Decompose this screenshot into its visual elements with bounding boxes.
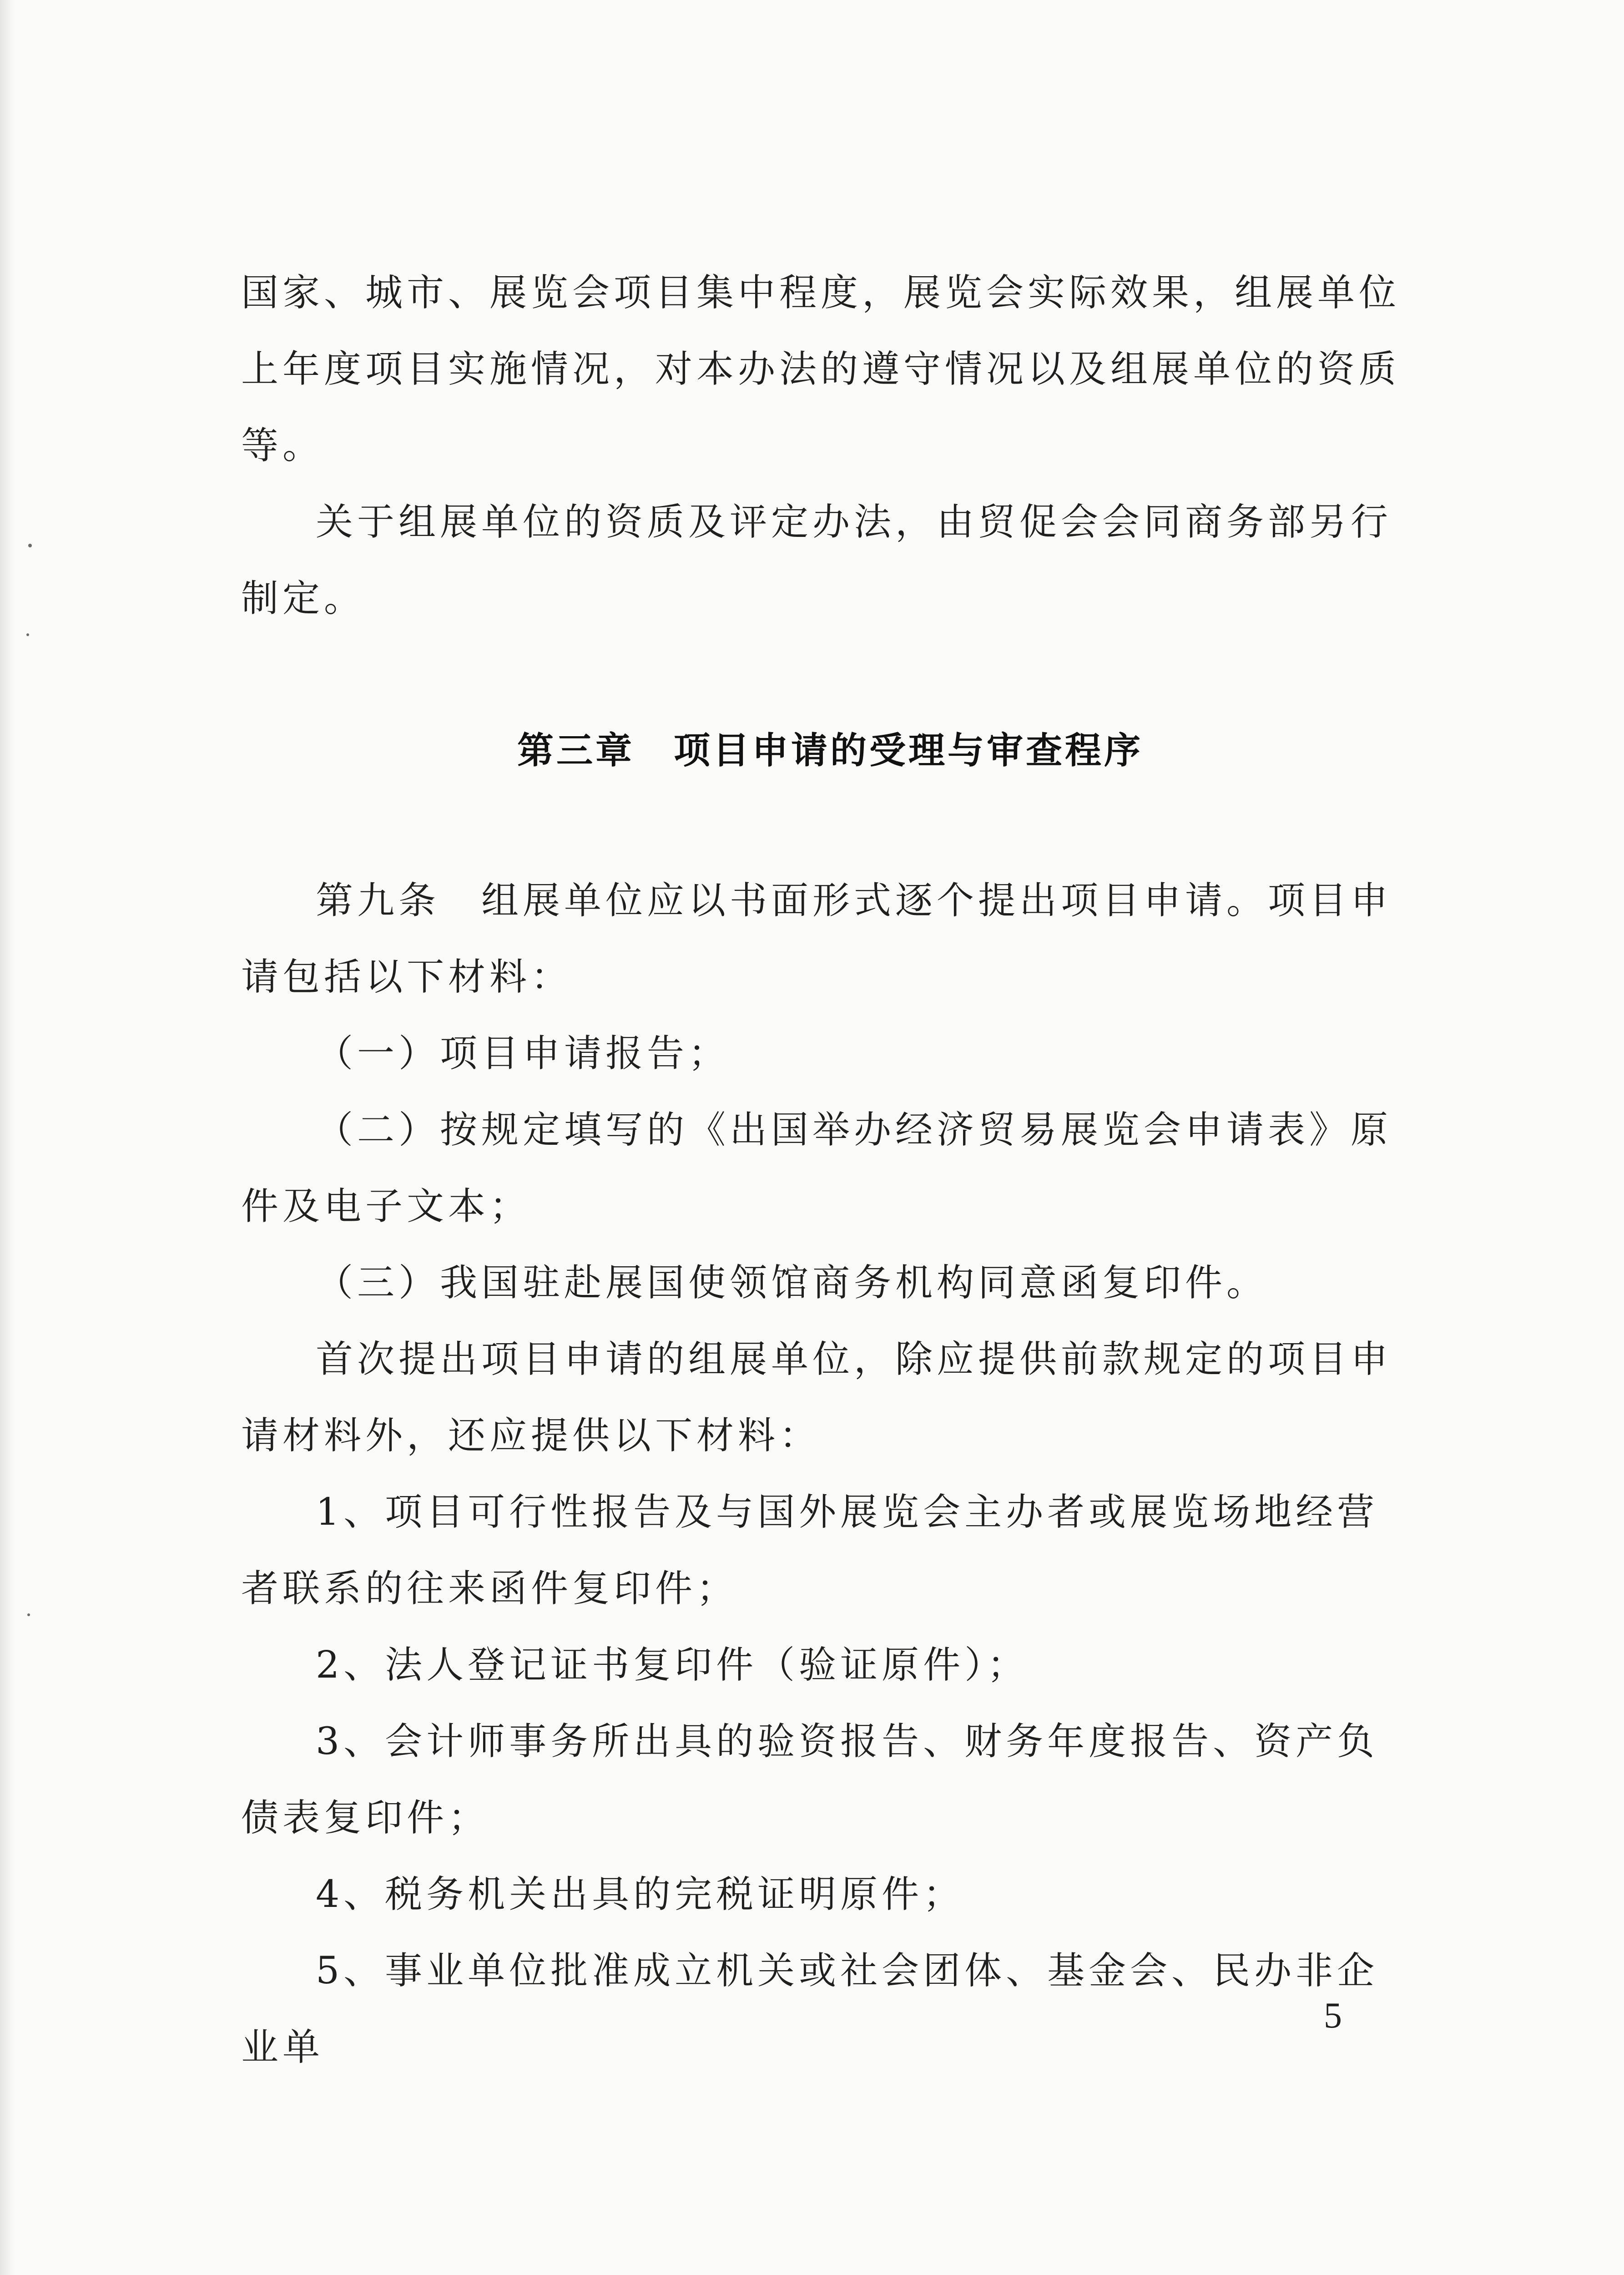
scan-edge-shadow [0, 0, 15, 2275]
list-item: （三）我国驻赴展国使领馆商务机构同意函复印件。 [316, 1261, 1268, 1304]
list-item: 5、事业单位批准成立机关或社会团体、基金会、民办非企业单 [241, 1949, 1379, 2069]
paragraph: 国家、城市、展览会项目集中程度，展览会实际效果，组展单位上年度项目实施情况，对本办法的遵守情况以及组展单位的资质等。 [241, 271, 1401, 467]
list-item: （二）按规定填写的《出国举办经济贸易展览会申请表》原件及电子文本； [241, 1108, 1392, 1228]
scan-speck [27, 1613, 30, 1616]
list-item: 2、法人登记证书复印件（验证原件）； [316, 1643, 1029, 1687]
paragraph: 关于组展单位的资质及评定办法，由贸促会会同商务部另行制定。 [241, 500, 1392, 620]
page-number: 5 [1324, 1996, 1342, 2036]
paragraph: 第九条 组展单位应以书面形式逐个提出项目申请。项目申请包括以下材料： [241, 879, 1392, 999]
paragraph: 首次提出项目申请的组展单位，除应提供前款规定的项目申请材料外，还应提供以下材料： [241, 1338, 1392, 1457]
list-item: 4、税务机关出具的完税证明原件； [316, 1873, 965, 1916]
list-item: 1、项目可行性报告及与国外展览会主办者或展览场地经营者联系的往来函件复印件； [241, 1491, 1379, 1610]
scan-speck [26, 633, 29, 636]
scan-speck [28, 544, 32, 547]
chapter-title: 第三章 项目申请的受理与审查程序 [517, 729, 1143, 772]
document-body [241, 255, 1419, 2086]
list-item: （一）项目申请报告； [316, 1032, 730, 1075]
list-item: 3、会计师事务所出具的验资报告、财务年度报告、资产负债表复印件； [241, 1720, 1379, 1840]
